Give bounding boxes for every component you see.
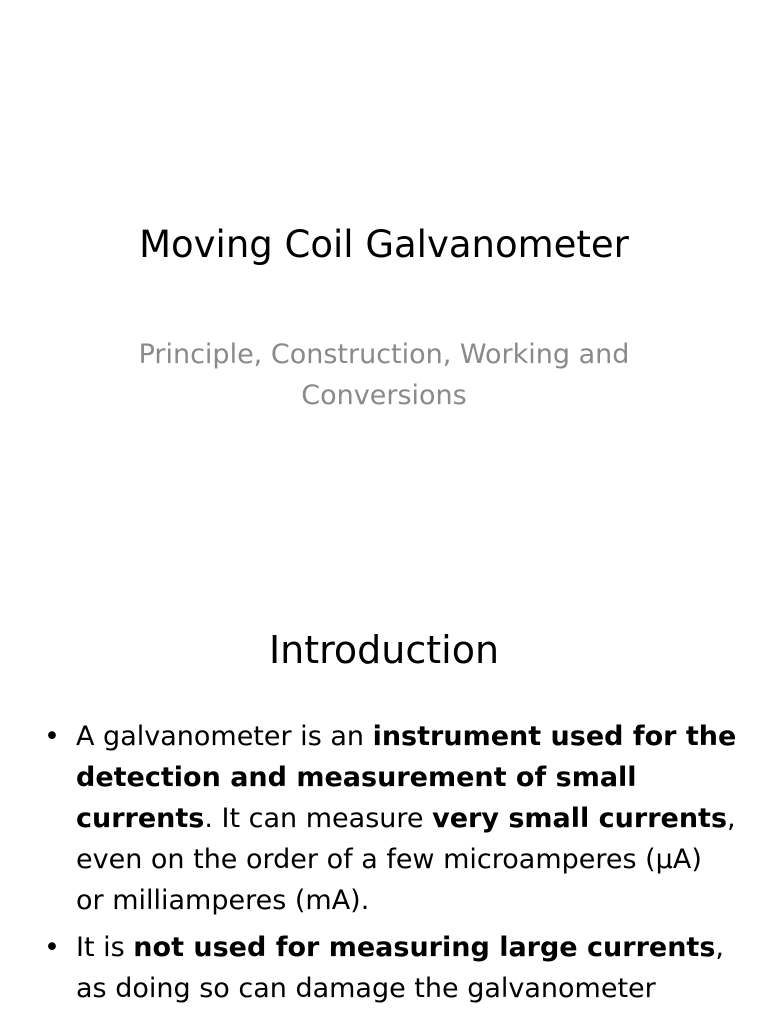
bullet-text: It is <box>76 932 134 963</box>
bullet-text: . It can measure <box>204 803 433 834</box>
bullet-item <box>38 927 738 1009</box>
bullet-text: , even on the order of a few microamperes (μA) or milliamperes (mA). <box>76 803 736 916</box>
bullet-item <box>38 716 738 921</box>
bullet-bold-text: not used for measuring large currents <box>133 932 716 963</box>
bullet-bold-text: instrument used for the detection and measurement of small currents <box>76 721 737 834</box>
bullet-icon: • <box>44 932 60 963</box>
presentation-title: Moving Coil Galvanometer <box>139 223 629 266</box>
bullet-list <box>38 716 738 1015</box>
bullet-text: , as doing so can damage the galvanometer <box>76 932 724 1004</box>
slide-title: Introduction <box>268 628 500 672</box>
bullet-text: A galvanometer is an <box>76 721 373 752</box>
bullet-icon: • <box>44 721 60 752</box>
introduction-slide <box>0 576 768 1024</box>
presentation-subtitle: Principle, Construction, Working and Conversions <box>138 339 630 411</box>
bullet-bold-text: very small currents <box>432 803 728 834</box>
